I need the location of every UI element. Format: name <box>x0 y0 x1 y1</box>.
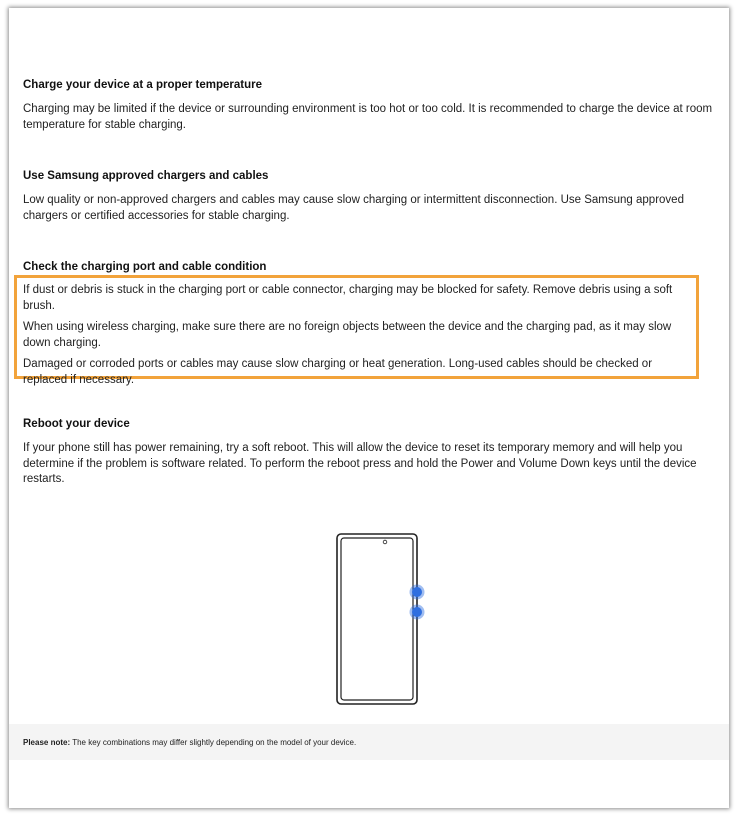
section-body: Low quality or non-approved chargers and cables may cause slow charging or intermittent disconnection. Use Samsung approved chargers or certified accessories for stable charging. <box>23 194 684 222</box>
section-proper-temperature <box>23 77 723 133</box>
phone-outline-icon <box>335 532 425 707</box>
note-bar <box>9 724 729 760</box>
highlighted-charging-port-box <box>14 275 699 386</box>
section-heading: Charge your device at a proper temperature <box>23 79 263 91</box>
phone-illustration <box>335 532 425 707</box>
section-paragraph: When using wireless charging, make sure there are no foreign objects between the device and the charging pad, as it may slow down charging. <box>23 321 672 349</box>
section-paragraph: If dust or debris is stuck in the charging port or cable connector, charging may be blocked for safety. Remove debris using a soft brush. <box>23 284 673 312</box>
volume-down-key-indicator <box>410 605 425 620</box>
power-key-indicator <box>410 585 425 600</box>
section-heading-charging-port: Check the charging port and cable condition <box>23 261 267 273</box>
note-body: The key combinations may differ slightly depending on the model of your device. <box>70 738 357 747</box>
section-heading: Reboot your device <box>23 418 130 430</box>
note-label: Please note: <box>23 738 71 747</box>
section-reboot-device <box>23 416 723 488</box>
section-body: Charging may be limited if the device or surrounding environment is too hot or too cold. It is recommended to charge the device at room temperature for stable charging. <box>23 103 713 131</box>
note-text <box>23 738 356 747</box>
article-page <box>9 8 729 808</box>
section-heading: Use Samsung approved chargers and cables <box>23 170 269 182</box>
section-paragraph: Damaged or corroded ports or cables may cause slow charging or heat generation. Long-used cables should be checked or replaced if necessary. <box>23 358 653 386</box>
section-body: If your phone still has power remaining, try a soft reboot. This will allow the device to reset its temporary memory and will help you determine if the problem is software related. To perform the reboot press and hold the Power and Volume Down keys until the device restarts. <box>23 442 697 485</box>
section-approved-chargers <box>23 168 723 224</box>
